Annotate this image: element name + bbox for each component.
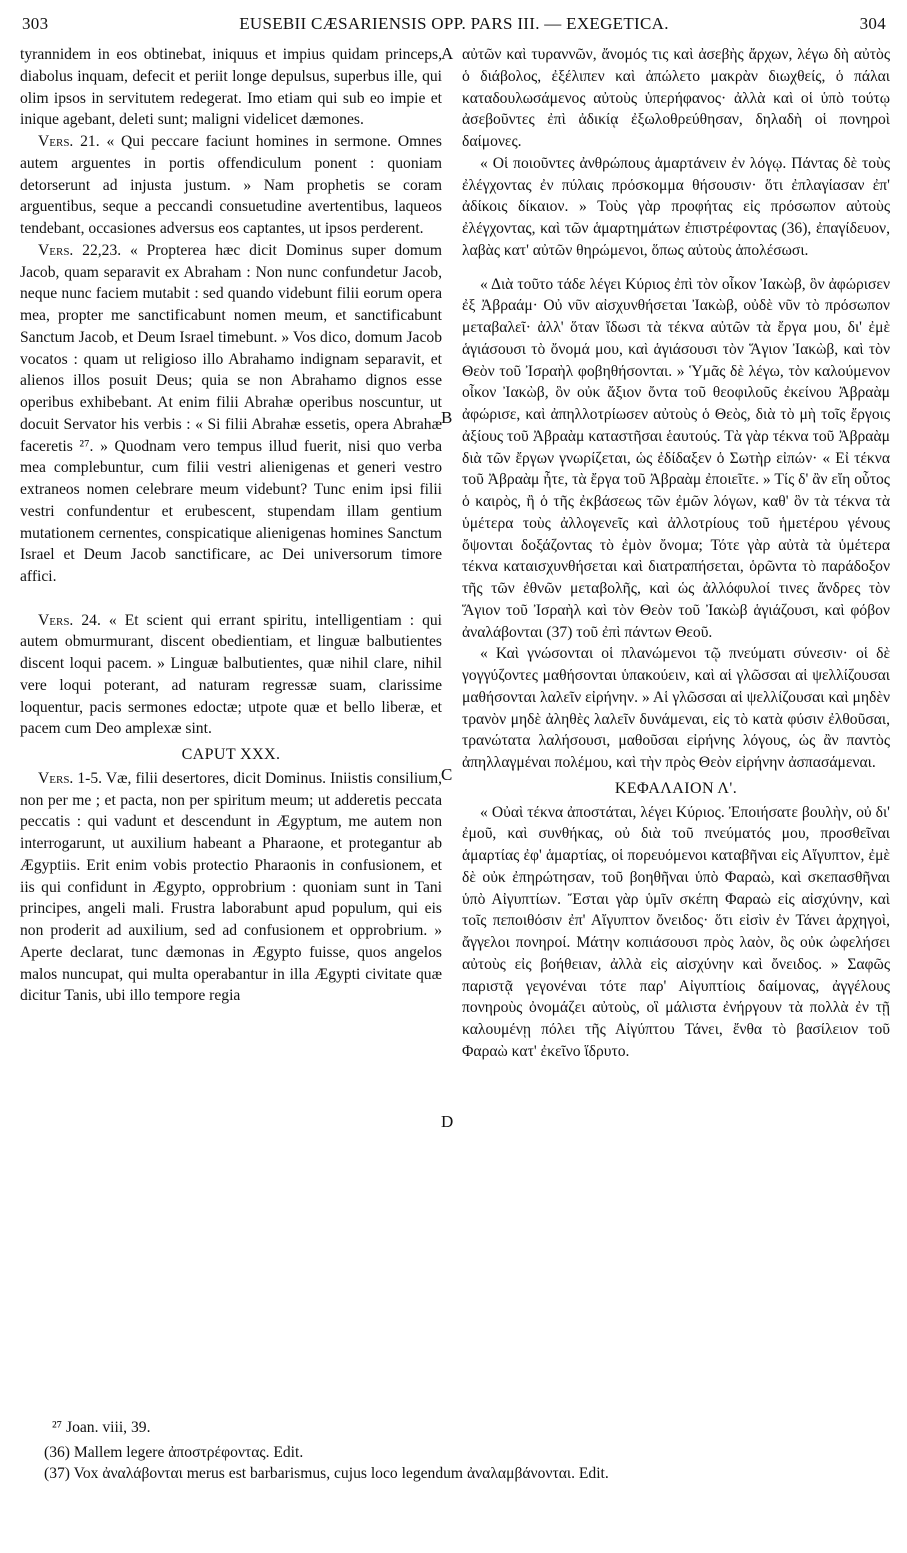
footnote-37: (37) Vox ἀναλάβονται merus est barbarismus, cujus loco legendum ἀναλαμβάνονται. Edit. [44,1465,609,1482]
latin-paragraph-3 [20,240,442,588]
footnote-27: ²⁷ Joan. viii, 39. [52,1419,151,1436]
page-number-right: 304 [859,14,886,33]
running-header [22,14,886,36]
latin-paragraph-2 [20,131,442,240]
verse-label: Vers. 24. [38,611,101,629]
greek-paragraph-2: « Οἱ ποιοῦντες ἀνθρώπους ἁμαρτάνειν ἐν λόγῳ. Πάντας δὲ τοὺς ἐλέγχοντας ἐν πύλαις πρόσκομμα θήσουσιν· ὅτι ἐπλαγίασαν ἐπ' ἀδίκοις δίκαιον. » Τοὺς γὰρ προφήτας εἰς πρόσωπον αὐτοὺς ἐλέγχοντας, καὶ τῶν ἁμαρτημάτων ἐπιστρέφοντας (36), ἐπαγίδευον, λαβὰς κατ' αὐτῶν θηρώμενοι, ὅπως αὐτοὺς ἀπολέσωσι. [462,154,890,259]
latin-paragraph-3-text: « Propterea hæc dicit Dominus super domum Jacob, quam separavit ex Abraham : Non nunc confundetur Jacob, neque nunc faciem mutabit : sed quando videbunt filii eorum opera mea, propter me sanctificabunt nomen meum, et sanctificabunt Sanctum Jacob, et Deum Israel timebunt. » Vos dico, domum Jacob vocatos : quam ut religioso illo Abrahamo indignam separavit, et alienos illos posuit Deus; quia se non Abrahamo dignos esse operibus exhibebant. At enim filii Abrahæ operibus noscuntur, ut docuit Servator his verbis : « Si filii Abrahæ essetis, opera Abrahæ faceretis ²⁷. » Quodnam vero tempus illud fuerit, nisi quo verba mea complebuntur, cum filii vestri alienigenas et generi vestro extraneos nomen celebrare meum videbunt? Tunc enim ipsi filii vestri confundentur et erubescent, stupendam illam gentium mutationem cernentes, conspicatique alienigenas homines Sanctum Israel et Deum Jacob sanctificare, ac Dei universorum timore affici. [20,241,442,585]
margin-letter-c: C [441,765,453,784]
footnotes [44,1417,894,1484]
margin-letter-a: A [441,44,454,63]
greek-paragraph-5: « Οὐαὶ τέκνα ἀποστάται, λέγει Κύριος. Ἐποιήσατε βουλὴν, οὐ δι' ἐμοῦ, καὶ συνθήκας, οὐ διὰ τοῦ πνεύματός μου, προσθεῖναι ἁμαρτίας ἐφ' ἁμαρτίας, οἱ πορευόμενοι καταβῆναι εἰς Αἴγυπτον, ἐμὲ δὲ οὐκ ἐπηρώτησαν, τοῦ βοηθῆναι ὑπὸ Φαραὼ, καὶ σκεπασθῆναι ὑπὸ Αἰγυπτίων. Ἔσται γὰρ ὑμῖν σκέπη Φαραὼ εἰς αἰσχύνην, καὶ τοῖς πεποιθόσιν ἐπ' Αἴγυπτον ὄνειδος· ὅτι εἰσὶν ἐν Τάνει ἀρχηγοὶ, ἄγγελοι πονηροί. Μάτην κοπιάσουσι πρὸς λαὸν, ὃς οὐκ ὠφελήσει αὐτοὺς εἰς βοήθειαν, ἀλλὰ εἰς αἰσχύνην καὶ ὄνειδος. » Σαφῶς παριστᾷ γεγονέναι τότε παρ' Αἰγυπτίοις δαίμονας, ἀγγέλους πονηροὺς ὀνομάζει αὐτοὺς, οἳ μάλιστα ἐνήργουν τὰ πολλὰ ἐν τῇ καλουμένῃ πόλει τῆς Αἰγύπτου Τάνει, ἔνθα τὸ βασίλειον τοῦ Φαραὼ κατ' ἐκεῖνο ἵδρυτο. [462,803,890,1060]
greek-chapter-heading: ΚΕΦΑΛΑΙΟΝ Λ'. [614,779,738,797]
latin-column [20,44,442,1007]
greek-paragraph-4: « Καὶ γνώσονται οἱ πλανώμενοι τῷ πνεύματι σύνεσιν· οἱ δὲ γογγύζοντες μαθήσονται ὑπακούειν, καὶ αἱ γλῶσσαι αἱ ψελλίζουσαι μαθήσονται λαλεῖν εἰρήνην. » Αἱ γλῶσσαι αἱ ψελλίζουσαι καὶ μηδὲν τρανὸν μηδὲ ἀληθὲς λαλεῖν δυνάμεναι, εἰς τὸ κατὰ φύσιν ἐλθοῦσαι, τρανώτατα λαλήσουσι, μαθοῦσαι εἰρήνης λόγους, ὡς ἂν παντὸς ἀπηλλαγμέναι πολέμου, καὶ τὴν πρὸς Θεὸν εἰρήνην ἀσπασάμεναι. [462,645,890,771]
running-title: EUSEBII CÆSARIENSIS OPP. PARS III. — EXEGETICA. [239,14,669,33]
verse-label: Vers. 1-5. [38,769,103,787]
latin-paragraph-4 [20,610,442,741]
latin-chapter-heading: CAPUT XXX. [181,746,281,763]
spacer [20,588,442,610]
footnote-36: (36) Mallem legere ἀποστρέφοντας. Edit. [44,1444,304,1461]
spacer [462,262,890,274]
latin-paragraph-5 [20,768,442,1007]
margin-letter-b: B [441,408,453,427]
verse-label: Vers. 21. [38,133,100,150]
greek-paragraph-1: αὐτῶν καὶ τυραννῶν, ἄνομός τις καὶ ἀσεβὴς ἄρχων, λέγω δὴ αὐτὸς ὁ διάβολος, ἐξέλιπεν καὶ ἀπώλετο μακρὰν διωχθείς, ὁ πάλαι καταδουλωσάμενος αὐτοὺς ὑπερήφανος· ἀλλὰ καὶ οἱ ὑπὸ τούτῳ ἀσεβοῦντες ἐπὶ ἀδικίᾳ ἐξωλοθρεύθησαν, δηλαδὴ οἱ πονηροὶ δαίμονες. [462,46,890,150]
margin-letter-d: D [441,1112,454,1131]
latin-paragraph-5-text: Væ, filii desertores, dicit Dominus. Iniistis consilium, non per me ; et pacta, non per spiritum meum; ut adderetis peccata peccatis : qui vadunt et descendunt in Ægyptum, me autem non interrogarunt, ut auxilium habeant a Pharaone, et protegantur ab Ægyptiis. Erit enim vobis protectio Pharaonis in confusionem, et iis qui confidunt in Ægypto, opprobrium : quoniam sunt in Tani principes, angeli mali. Frustra laborabunt apud populum, qui eis non proderit ad auxilium, sed ad confusionem et opprobrium. » Aperte declarat, tunc dæmonas in Ægypto fuisse, quos angelos malos nuncupat, qui multa operabantur in illa Ægypti civitate quæ dicitur Tanis, ubi illo tempore regia [20,769,443,1005]
latin-paragraph-2-text: « Qui peccare faciunt homines in sermone. Omnes autem arguentes in portis offendiculum ponent : quoniam detorserunt ad injusta justum. » Nam prophetis se coram arguentibus, seque a peccandi consuetudine avertentibus, laqueos tendebant, occasiones adversus eos captantes, ut ipsos perderent. [20,133,443,237]
latin-paragraph-1: tyrannidem in eos obtinebat, iniquus et impius quidam princeps, diabolus inquam, defecit et periit longe depulsus, superbus ille, qui olim ipsos in servitutem redegerat. Imo etiam qui sub eo impie et inique agebant, deleti sunt; maligni videlicet dæmones. [20,46,442,129]
greek-column [462,44,890,1063]
latin-paragraph-4-text: « Et scient qui errant spiritu, intelligentiam : qui autem obmurmurant, discent obedientiam, et linguæ balbutientes discent loqui pacem. » Linguæ balbutientes, quæ nihil clare, nihil vere loqui poterant, ad naturam regressæ suam, clarissime loquentur, pacis sermones edoctæ; utpote quæ et bello liberæ, et pacem cum Deo amplexæ sint. [20,611,442,738]
page-number-left: 303 [22,14,49,33]
greek-paragraph-3: « Διὰ τοῦτο τάδε λέγει Κύριος ἐπὶ τὸν οἶκον Ἰακὼβ, ὃν ἀφώρισεν ἐξ Ἀβραάμ· Οὐ νῦν αἰσχυνθήσεται Ἰακὼβ, οὐδὲ νῦν τὸ πρόσωπον μεταβαλεῖ· ἀλλ' ὅταν ἴδωσι τὰ τέκνα αὐτῶν τὰ ἔργα μου, δι' ἐμὲ ἁγιάσουσι τὸ ὄνομά μου, καὶ ἁγιάσουσι τὸν Ἅγιον Ἰακὼβ, καὶ τὸν Θεὸν τοῦ Ἰσραὴλ φοβηθήσονται. » Ὑμᾶς δὲ λέγω, τὸν καλούμενον οἶκον Ἰακὼβ, ὃν οὐκ ἄξιον ὄντα τοῦ θεοφιλοῦς ἐκείνου Ἀβραὰμ ἀφώρισε, καὶ ἀπηλλοτρίωσεν αὐτοὺς ὁ Θεὸς, διὰ τὸ μὴ τοῖς ἔργοις ἀξίους τοῦ Ἀβραὰμ καταστῆσαι ἑαυτούς. Τὰ γὰρ τέκνα τοῦ Ἀβραὰμ διὰ τῶν ἔργων γνωρίζεται, ὡς ἐδίδαξεν ὁ Σωτὴρ εἰπών· « Εἰ τέκνα τοῦ Ἀβραὰμ ἦτε, τὰ ἔργα τοῦ Ἀβραὰμ ἐποιεῖτε. » Τίς δ' ἂν εἴη οὗτος ὁ καιρὸς, ἢ ὁ τῆς ἐκβάσεως τῶν ἐμῶν λόγων, καθ' ὃν τὰ τέκνα τὰ ὑμέτερα τοὺς ἀλλογενεῖς καὶ ἀλλοτρίους τοῦ ἡμετέρου γένους ὄψονται δοξάζοντας τὸ ἐμὸν ὄνομα; Τότε γὰρ αὐτὰ τὰ ὑμέτερα τέκνα καταισχυνθήσεται καὶ διατραπήσεται, ὁρῶντα τὸ παράδοξον τῆς τῶν ἐθνῶν μεταβολῆς, καὶ ὡς ἀλλόφυλοί τινες ἄνδρες τὸν Ἅγιον τοῦ Ἰσραὴλ καὶ τὸν Θεὸν τοῦ Ἰακὼβ ἁγιάζουσι, καὶ φόβον ἀναλάβονται (37) τοῦ ἐπὶ πάντων Θεοῦ. [462,275,890,641]
verse-label: Vers. 22,23. [38,241,122,259]
